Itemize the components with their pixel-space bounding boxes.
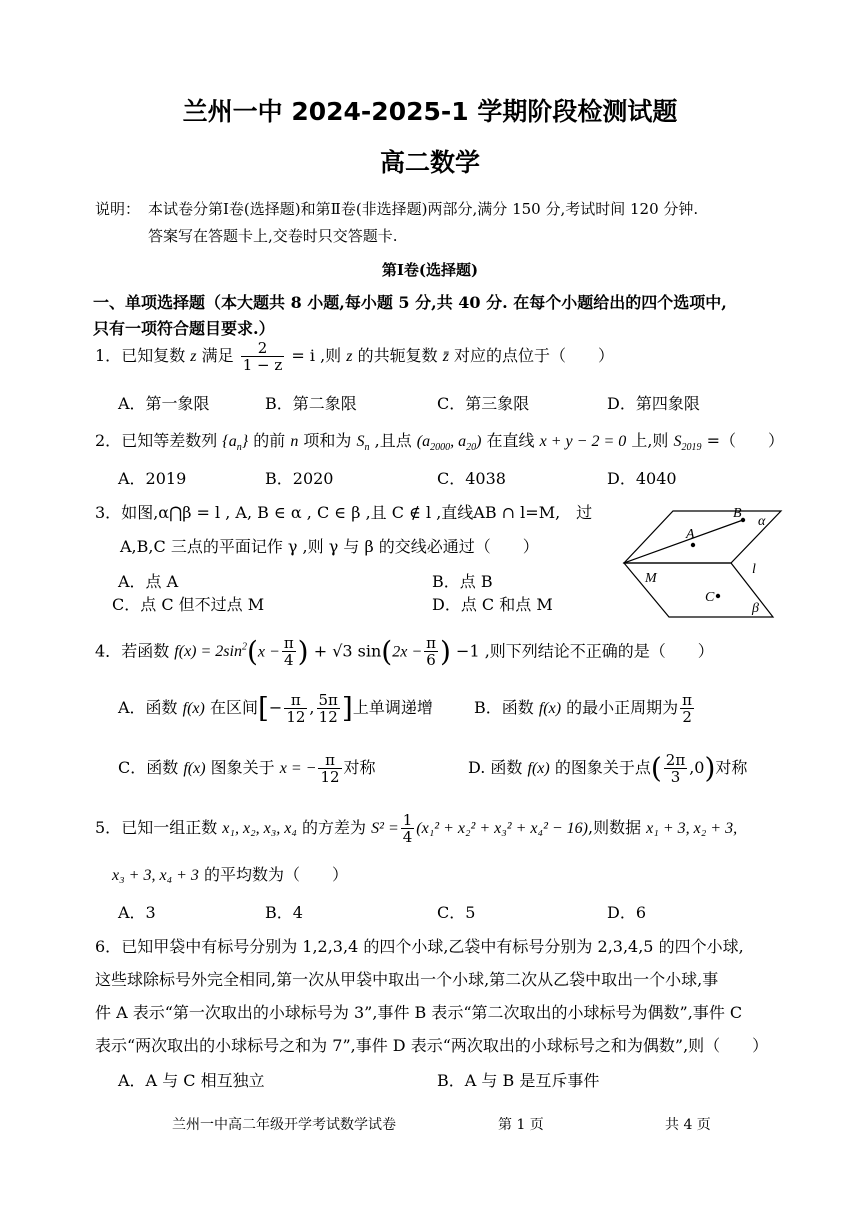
section1-heading-line2: 只有一项符合题目要求.） bbox=[93, 319, 275, 338]
q4-optD-num: 2π bbox=[665, 751, 686, 769]
q1-number: 1． bbox=[95, 346, 122, 365]
question-3-line1 bbox=[95, 500, 592, 523]
q2-number: 2． bbox=[95, 431, 122, 450]
q6-option-a: A．A 与 C 相互独立 bbox=[118, 1071, 265, 1090]
volume-title: 第Ⅰ卷(选择题) bbox=[381, 261, 479, 279]
q4-bracket-open: [ bbox=[257, 691, 269, 725]
q4-optB-den: 2 bbox=[682, 708, 692, 726]
q5-four: 4 bbox=[402, 828, 413, 846]
q2-point-sub2: 20 bbox=[466, 442, 477, 454]
q2-var-n: n bbox=[290, 433, 299, 450]
q4-option-d bbox=[468, 746, 747, 791]
q4-fx: f(x) bbox=[182, 700, 205, 717]
q4-arg2: 2x − bbox=[392, 643, 423, 661]
q4-func bbox=[174, 643, 247, 660]
q2-text: 上,则 bbox=[631, 431, 669, 450]
q2-s2019-s: S bbox=[673, 433, 682, 450]
q5-vars: x₁, x₂, x₃, x₄ bbox=[222, 820, 297, 837]
question-3-line2: A,B,C 三点的平面记作 γ ,则 γ 与 β 的交线必通过（ ） bbox=[120, 537, 539, 556]
q4-optA-text: 在区间 bbox=[209, 698, 258, 717]
q2-s-sub: n bbox=[364, 442, 370, 454]
q4-optC-x: x = − bbox=[279, 760, 317, 777]
q4-paren-close: ) bbox=[704, 751, 716, 785]
q2-s: S bbox=[356, 433, 365, 450]
label-beta: β bbox=[752, 601, 759, 616]
q2-option-c: C．4038 bbox=[437, 469, 506, 488]
q4-optC-frac bbox=[318, 752, 341, 785]
q5-data2: x₃ + 3, x₄ + 3 bbox=[112, 867, 199, 884]
q4-bracket-close: ] bbox=[341, 691, 353, 725]
q5-s2: S² = bbox=[371, 820, 399, 837]
q4-paren-open: ( bbox=[246, 634, 258, 668]
q4-optD-den: 3 bbox=[670, 768, 681, 786]
label-a: A bbox=[686, 527, 695, 542]
line-ab bbox=[624, 520, 743, 563]
label-m: M bbox=[645, 571, 657, 586]
label-l: l bbox=[752, 562, 756, 577]
q2-text: 已知等差数列 bbox=[121, 431, 218, 450]
q5-one: 1 bbox=[402, 811, 413, 829]
q5-frac bbox=[401, 812, 415, 845]
question-4 bbox=[95, 626, 714, 674]
q4-option-a: A．函数 f(x) 在区间[− $\frac{\pi}{12}$ , $\frac{5\pi}{12}$ ]上单调递增 bbox=[118, 691, 433, 726]
question-2 bbox=[95, 428, 784, 453]
q1-fraction bbox=[241, 340, 285, 373]
q4-optA-den1: 12 bbox=[286, 708, 306, 726]
q4-pi: π bbox=[283, 634, 294, 653]
label-c: C bbox=[705, 590, 715, 605]
exam-title: 兰州一中 2024-2025-1 学期阶段检测试题 bbox=[182, 97, 678, 126]
q4-optC-text: 图象关于 bbox=[210, 758, 275, 777]
planes-figure bbox=[615, 505, 785, 630]
q1-text: 满足 bbox=[201, 346, 234, 365]
label-b: B bbox=[733, 506, 742, 521]
q4-optB-num: π bbox=[682, 691, 693, 709]
q1-option-b: B．第二象限 bbox=[265, 394, 357, 413]
q2-option-a: A．2019 bbox=[118, 469, 187, 488]
q4-fx: f(x) bbox=[538, 700, 562, 717]
footer-page-total: 共 4 页 bbox=[665, 1117, 711, 1133]
q3-option-c: C．点 C 但不过点 M bbox=[112, 595, 265, 614]
question-5-line2 bbox=[112, 862, 348, 885]
q2-point-a: (a bbox=[416, 433, 431, 450]
q5-number: 5． bbox=[95, 818, 122, 837]
q3-option-d: D．点 C 和点 M bbox=[432, 595, 553, 614]
q2-text: 在直线 bbox=[486, 431, 535, 450]
q2-seq-a: {a bbox=[222, 433, 237, 450]
question-6-line3: 件 A 表示“第一次取出的小球标号为 3”,事件 B 表示“第二次取出的小球标号为偶数”,事件 C bbox=[95, 1003, 743, 1022]
q4-optB-frac bbox=[680, 692, 694, 725]
q5-text: ,则数据 bbox=[587, 818, 642, 837]
q4-fx: f(x) bbox=[183, 760, 206, 777]
question-6-line2: 这些球除标号外完全相同,第一次从甲袋中取出一个小球,第二次从乙袋中取出一个小球,事 bbox=[95, 970, 719, 989]
q4-frac-pi6 bbox=[424, 635, 438, 668]
section1-heading-line1: 一、单项选择题（本大题共 8 小题,每小题 5 分,共 40 分. 在每个小题给出的四个选项中, bbox=[93, 293, 727, 312]
q5-option-d: D．6 bbox=[607, 903, 647, 922]
q1-var-z: z bbox=[346, 348, 353, 365]
q4-option-c bbox=[118, 746, 376, 791]
q4-frac-pi4 bbox=[282, 635, 296, 668]
q2-point-sub1: 2000 bbox=[430, 442, 451, 454]
question-6-line1 bbox=[95, 934, 744, 957]
q4-paren-close: ) bbox=[297, 634, 309, 668]
q4-sup: 2 bbox=[241, 642, 247, 653]
q6-option-b: B．A 与 B 是互斥事件 bbox=[437, 1071, 600, 1090]
q4-func-text: f(x) = 2sin bbox=[174, 643, 242, 661]
q4-optA-frac2 bbox=[317, 692, 340, 725]
q4-optD-text: 的图象关于点 bbox=[554, 758, 651, 777]
q3-option-b: B．点 B bbox=[432, 572, 493, 591]
q1-text: = i ,则 bbox=[291, 346, 342, 365]
q2-seq-close: } bbox=[241, 433, 249, 450]
q4-paren-open: ( bbox=[381, 634, 393, 668]
q4-optC-num: π bbox=[318, 752, 341, 769]
q5-text: 的平均数为（ ） bbox=[204, 865, 349, 884]
q2-option-b: B．2020 bbox=[265, 469, 334, 488]
q4-optD-frac bbox=[664, 752, 687, 785]
q4-optD-zero: ,0 bbox=[689, 758, 705, 777]
q4-optC-den: 12 bbox=[320, 768, 340, 786]
instructions-line2: 答案写在答题卡上,交卷时只交答题卡. bbox=[148, 227, 398, 245]
q4-optA-text: 上单调递增 bbox=[352, 698, 433, 717]
q1-text: 对应的点位于（ ） bbox=[454, 346, 615, 365]
q4-optC-text: 对称 bbox=[343, 758, 376, 777]
q4-option-b bbox=[474, 686, 696, 731]
q5-option-c: C．5 bbox=[437, 903, 476, 922]
q1-frac-den: 1 − z bbox=[242, 356, 283, 374]
q2-text: =（ ） bbox=[706, 431, 785, 450]
q6-text-line1: 已知甲袋中有标号分别为 1,2,3,4 的四个小球,乙袋中有标号分别为 2,3,4,5 的四个小球, bbox=[121, 937, 744, 956]
q4-number: 4． bbox=[95, 641, 122, 661]
question-1 bbox=[95, 336, 614, 377]
point-a-dot bbox=[691, 543, 695, 547]
q2-line-equation: x + y − 2 = 0 bbox=[539, 433, 627, 450]
q1-option-c: C．第三象限 bbox=[437, 394, 530, 413]
q4-optB-text: B．函数 bbox=[474, 698, 534, 717]
exam-subtitle: 高二数学 bbox=[379, 148, 480, 177]
q4-plus: + √3 sin bbox=[313, 641, 382, 661]
q2-point-close: ) bbox=[476, 433, 482, 450]
q3-option-a: A．点 A bbox=[118, 572, 179, 591]
q5-option-a: A．3 bbox=[118, 903, 156, 922]
instructions-label: 说明： bbox=[95, 200, 141, 218]
q4-optB-text: 的最小正周期为 bbox=[566, 698, 679, 717]
q2-point-mid: , a bbox=[450, 433, 467, 450]
q5-expr: (x₁² + x₂² + x₃² + x₄² − 16) bbox=[416, 820, 588, 837]
instructions-line1: 本试卷分第Ⅰ卷(选择题)和第Ⅱ卷(非选择题)两部分,满分 150 分,考试时间 120 分钟. bbox=[148, 200, 699, 218]
q2-s2019 bbox=[673, 433, 702, 454]
q2-sum bbox=[356, 433, 370, 454]
q4-optA-num2: 5π bbox=[318, 691, 338, 709]
q3-text-line1: 如图,α⋂β = l , A, B ∈ α , C ∈ β ,且 C ∉ l ,直线AB ∩ l=M, 过 bbox=[121, 503, 593, 522]
q1-option-d: D．第四象限 bbox=[607, 394, 700, 413]
q5-data1: x₁ + 3, x₂ + 3, bbox=[646, 820, 738, 837]
point-c-dot bbox=[716, 594, 720, 598]
question-6-line4: 表示“两次取出的小球标号之和为 7”,事件 D 表示“两次取出的小球标号之和为偶数”,则（ ） bbox=[95, 1036, 769, 1055]
q4-paren-close: ) bbox=[440, 634, 451, 668]
q2-seq-sub: n bbox=[236, 442, 242, 454]
q4-pi: π bbox=[426, 634, 436, 653]
q4-optD-text: D. 函数 bbox=[468, 758, 523, 777]
q5-option-b: B．4 bbox=[265, 903, 303, 922]
q1-var-zbar: z̄ bbox=[442, 348, 449, 365]
q4-optC-text: C．函数 bbox=[118, 758, 179, 777]
q2-text: 的前 bbox=[253, 431, 286, 450]
q4-six: 6 bbox=[426, 651, 436, 670]
q4-paren-open: ( bbox=[650, 751, 662, 785]
q2-text: ,且点 bbox=[374, 431, 412, 450]
label-alpha: α bbox=[758, 514, 766, 529]
q4-text: 若函数 bbox=[121, 641, 170, 661]
q4-optD-text: 对称 bbox=[715, 758, 748, 777]
q1-option-a: A．第一象限 bbox=[118, 394, 210, 413]
q1-var-z: z bbox=[190, 348, 197, 365]
q1-frac-num: 2 bbox=[241, 340, 285, 357]
q4-four: 4 bbox=[283, 651, 294, 670]
q2-option-d: D．4040 bbox=[607, 469, 677, 488]
q4-optA-frac1 bbox=[284, 692, 307, 725]
q4-optA-den2: 12 bbox=[318, 708, 338, 726]
q2-text: 项和为 bbox=[303, 431, 352, 450]
footer-exam-name: 兰州一中高二年级开学考试数学试卷 bbox=[172, 1117, 396, 1133]
q4-optA-text: A．函数 bbox=[118, 698, 178, 717]
q6-number: 6． bbox=[95, 937, 122, 956]
q5-text: 已知一组正数 bbox=[121, 818, 218, 837]
q2-sequence bbox=[222, 433, 249, 454]
q1-text: 已知复数 bbox=[121, 346, 186, 365]
q2-point bbox=[416, 433, 482, 454]
q4-text-tail: −1 ,则下列结论不正确的是（ ） bbox=[456, 641, 714, 661]
q3-number: 3． bbox=[95, 503, 122, 522]
q1-text: 的共轭复数 bbox=[357, 346, 438, 365]
footer-page-number: 第 1 页 bbox=[498, 1117, 544, 1133]
q2-s2019-sub: 2019 bbox=[681, 442, 702, 454]
q4-optA-num1: π bbox=[284, 692, 307, 709]
q4-fx: f(x) bbox=[527, 760, 550, 777]
q5-text: 的方差为 bbox=[302, 818, 367, 837]
q4-arg1: x − bbox=[257, 643, 280, 661]
question-5-line1 bbox=[95, 808, 737, 849]
